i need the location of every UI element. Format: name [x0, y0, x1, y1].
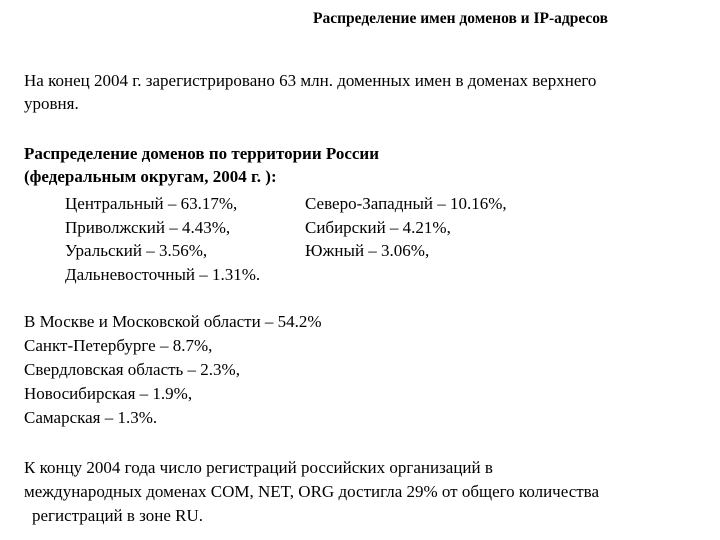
- region-item: В Москве и Московской области – 54.2%: [24, 312, 322, 331]
- intro-line-1: На конец 2004 г. зарегистрировано 63 млн. доменных имен в доменах верхнего: [24, 71, 597, 90]
- district-row: [65, 263, 665, 287]
- region-item: Самарская – 1.3%.: [24, 408, 158, 427]
- region-item: Новосибирская – 1.9%,: [24, 384, 193, 403]
- districts-heading: [24, 142, 714, 188]
- district-item: Северо-Западный – 10.16%,: [305, 194, 507, 213]
- district-item: Южный – 3.06%,: [305, 241, 430, 260]
- districts-heading-line-1: Распределение доменов по территории России: [24, 144, 380, 163]
- conclusion-line-3: регистраций в зоне RU.: [32, 506, 204, 525]
- conclusion-paragraph: [24, 456, 714, 528]
- district-item: Дальневосточный – 1.31%.: [65, 264, 261, 284]
- district-item: Сибирский – 4.21%,: [305, 217, 451, 237]
- conclusion-line-1: К концу 2004 года число регистраций российских организаций в: [24, 458, 493, 477]
- regions-list: [24, 310, 714, 430]
- district-row: [65, 192, 665, 216]
- intro-paragraph: [24, 69, 714, 115]
- page-title: Распределение имен доменов и IP-адресов: [313, 10, 609, 27]
- region-item: Свердловская область – 2.3%,: [24, 360, 240, 379]
- conclusion-line-2: международных доменах COM, NET, ORG достигла 29% от общего количества: [24, 482, 600, 501]
- district-row: [65, 239, 665, 263]
- district-item: Приволжский – 4.43%,: [65, 217, 231, 237]
- region-item: Санкт-Петербурге – 8.7%,: [24, 336, 213, 355]
- district-item: Уральский – 3.56%,: [65, 241, 208, 260]
- districts-heading-line-2: (федеральным округам, 2004 г. ):: [24, 167, 277, 186]
- district-row: [65, 216, 665, 240]
- intro-line-2: уровня.: [24, 94, 79, 113]
- districts-list: [65, 192, 665, 286]
- district-item: Центральный – 63.17%,: [65, 194, 238, 213]
